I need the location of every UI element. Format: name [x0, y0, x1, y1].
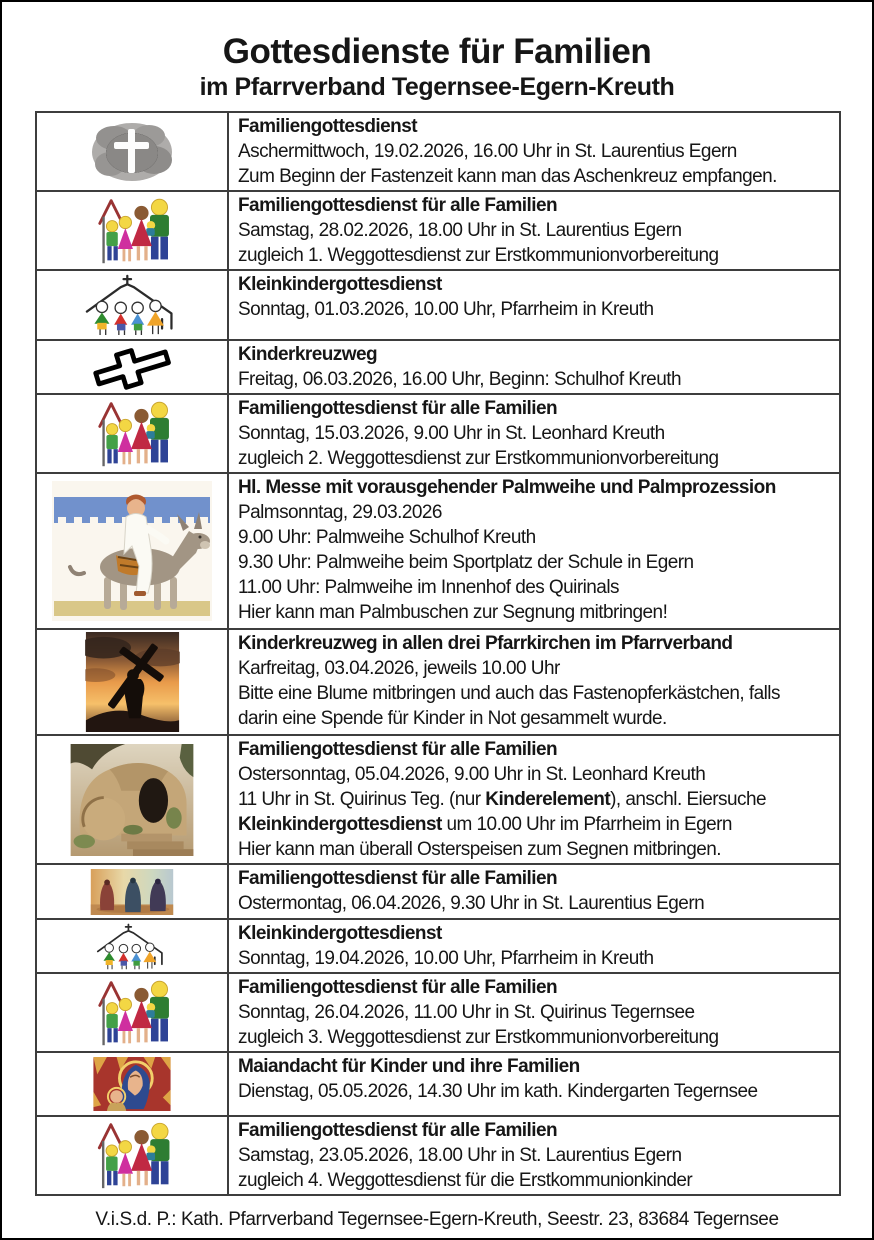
service-table [35, 111, 841, 1196]
service-line: darin eine Spende für Kinder in Not gesammelt wurde. [238, 708, 667, 729]
service-row [37, 395, 839, 474]
service-line: Ostermontag, 06.04.2026, 9.30 Uhr in St. Laurentius Egern [238, 893, 705, 914]
service-line: Hier kann man Palmbuschen zur Segnung mitbringen! [238, 602, 668, 623]
family-icon [37, 192, 229, 269]
service-row [37, 113, 839, 192]
service-title: Familiengottesdienst für alle Familien [238, 398, 558, 419]
service-line: Karfreitag, 03.04.2026, jeweils 10.00 Uhr [238, 658, 560, 679]
palm-donkey-icon [37, 474, 229, 628]
service-title: Familiengottesdienst für alle Familien [238, 977, 558, 998]
service-row [37, 341, 839, 395]
service-line: Bitte eine Blume mitbringen und auch das Fastenopferkästchen, falls [238, 683, 780, 704]
service-line: Hier kann man überall Osterspeisen zum Segnen mitbringen. [238, 839, 721, 860]
family-icon [37, 395, 229, 472]
service-line: Freitag, 06.03.2026, 16.00 Uhr, Beginn: Schulhof Kreuth [238, 369, 681, 390]
service-title: Familiengottesdienst für alle Familien [238, 868, 558, 889]
service-title: Kleinkindergottesdienst [238, 274, 442, 295]
service-line: Samstag, 28.02.2026, 18.00 Uhr in St. Laurentius Egern [238, 220, 682, 241]
service-line: zugleich 1. Weggottesdienst zur Erstkommunionvorbereitung [238, 245, 719, 266]
emmaus-walk-icon [37, 865, 229, 918]
service-text [229, 736, 839, 863]
family-icon [37, 1117, 229, 1194]
service-text [229, 974, 839, 1051]
service-title: Familiengottesdienst [238, 116, 418, 137]
service-line: Zum Beginn der Fastenzeit kann man das Aschenkreuz empfangen. [238, 166, 777, 187]
service-text [229, 1117, 839, 1194]
service-line: 9.00 Uhr: Palmweihe Schulhof Kreuth [238, 527, 536, 548]
service-text [229, 474, 839, 628]
service-text [229, 865, 839, 918]
service-text [229, 395, 839, 472]
church-kids-icon [37, 271, 229, 339]
service-line: 11.00 Uhr: Palmweihe im Innenhof des Quirinals [238, 577, 619, 598]
service-title: Kleinkindergottesdienst [238, 923, 442, 944]
service-title: Hl. Messe mit vorausgehender Palmweihe und Palmprozession [238, 477, 776, 498]
service-line: Ostersonntag, 05.04.2026, 9.00 Uhr in St. Leonhard Kreuth [238, 764, 706, 785]
service-text [229, 192, 839, 269]
service-row [37, 1117, 839, 1194]
service-line: Sonntag, 01.03.2026, 10.00 Uhr, Pfarrheim in Kreuth [238, 299, 654, 320]
service-text [229, 920, 839, 972]
service-line: Aschermittwoch, 19.02.2026, 16.00 Uhr in St. Laurentius Egern [238, 141, 737, 162]
service-text [229, 271, 839, 339]
page-subtitle: im Pfarrverband Tegernsee-Egern-Kreuth [199, 73, 675, 101]
service-title: Familiengottesdienst für alle Familien [238, 195, 558, 216]
service-line: Sonntag, 15.03.2026, 9.00 Uhr in St. Leonhard Kreuth [238, 423, 665, 444]
tilted-cross-icon [37, 341, 229, 393]
service-line: Samstag, 23.05.2026, 18.00 Uhr in St. Laurentius Egern [238, 1145, 682, 1166]
service-text [229, 113, 839, 190]
service-line: 11 Uhr in St. Quirinus Teg. (nur Kinderelement), anschl. Eiersuche [238, 789, 766, 810]
service-line: 9.30 Uhr: Palmweihe beim Sportplatz der Schule in Egern [238, 552, 694, 573]
service-line: zugleich 4. Weggottesdienst für die Erstkommunionkinder [238, 1170, 693, 1191]
service-line: Palmsonntag, 29.03.2026 [238, 502, 442, 523]
service-row [37, 1053, 839, 1117]
service-row [37, 736, 839, 865]
service-title: Kinderkreuzweg in allen drei Pfarrkirchen im Pfarrverband [238, 633, 733, 654]
ash-cross-icon [37, 113, 229, 190]
service-text [229, 341, 839, 393]
service-row [37, 974, 839, 1053]
page-title: Gottesdienste für Familien [222, 32, 652, 71]
family-icon [37, 974, 229, 1051]
service-text [229, 1053, 839, 1115]
service-row [37, 865, 839, 920]
service-title: Familiengottesdienst für alle Familien [238, 739, 558, 760]
service-line: Dienstag, 05.05.2026, 14.30 Uhr im kath. Kindergarten Tegernsee [238, 1081, 758, 1102]
service-row [37, 474, 839, 630]
madonna-child-icon [37, 1053, 229, 1115]
service-row [37, 920, 839, 974]
service-row [37, 271, 839, 341]
church-kids-icon [37, 920, 229, 972]
service-line: Kleinkindergottesdienst um 10.00 Uhr im Pfarrheim in Egern [238, 814, 732, 835]
service-text [229, 630, 839, 734]
service-line: zugleich 2. Weggottesdienst zur Erstkommunionvorbereitung [238, 448, 719, 469]
service-row [37, 192, 839, 271]
service-row [37, 630, 839, 736]
imprint-footer: V.i.S.d. P.: Kath. Pfarrverband Tegernsee-Egern-Kreuth, Seestr. 23, 83684 Tegernsee [95, 1209, 779, 1230]
service-title: Kinderkreuzweg [238, 344, 378, 365]
service-line: zugleich 3. Weggottesdienst zur Erstkommunionvorbereitung [238, 1027, 719, 1048]
cross-sunset-icon [37, 630, 229, 734]
service-line: Sonntag, 19.04.2026, 10.00 Uhr, Pfarrheim in Kreuth [238, 948, 654, 969]
service-title: Maiandacht für Kinder und ihre Familien [238, 1056, 580, 1077]
empty-tomb-icon [37, 736, 229, 863]
service-line: Sonntag, 26.04.2026, 11.00 Uhr in St. Quirinus Tegernsee [238, 1002, 695, 1023]
service-title: Familiengottesdienst für alle Familien [238, 1120, 558, 1141]
